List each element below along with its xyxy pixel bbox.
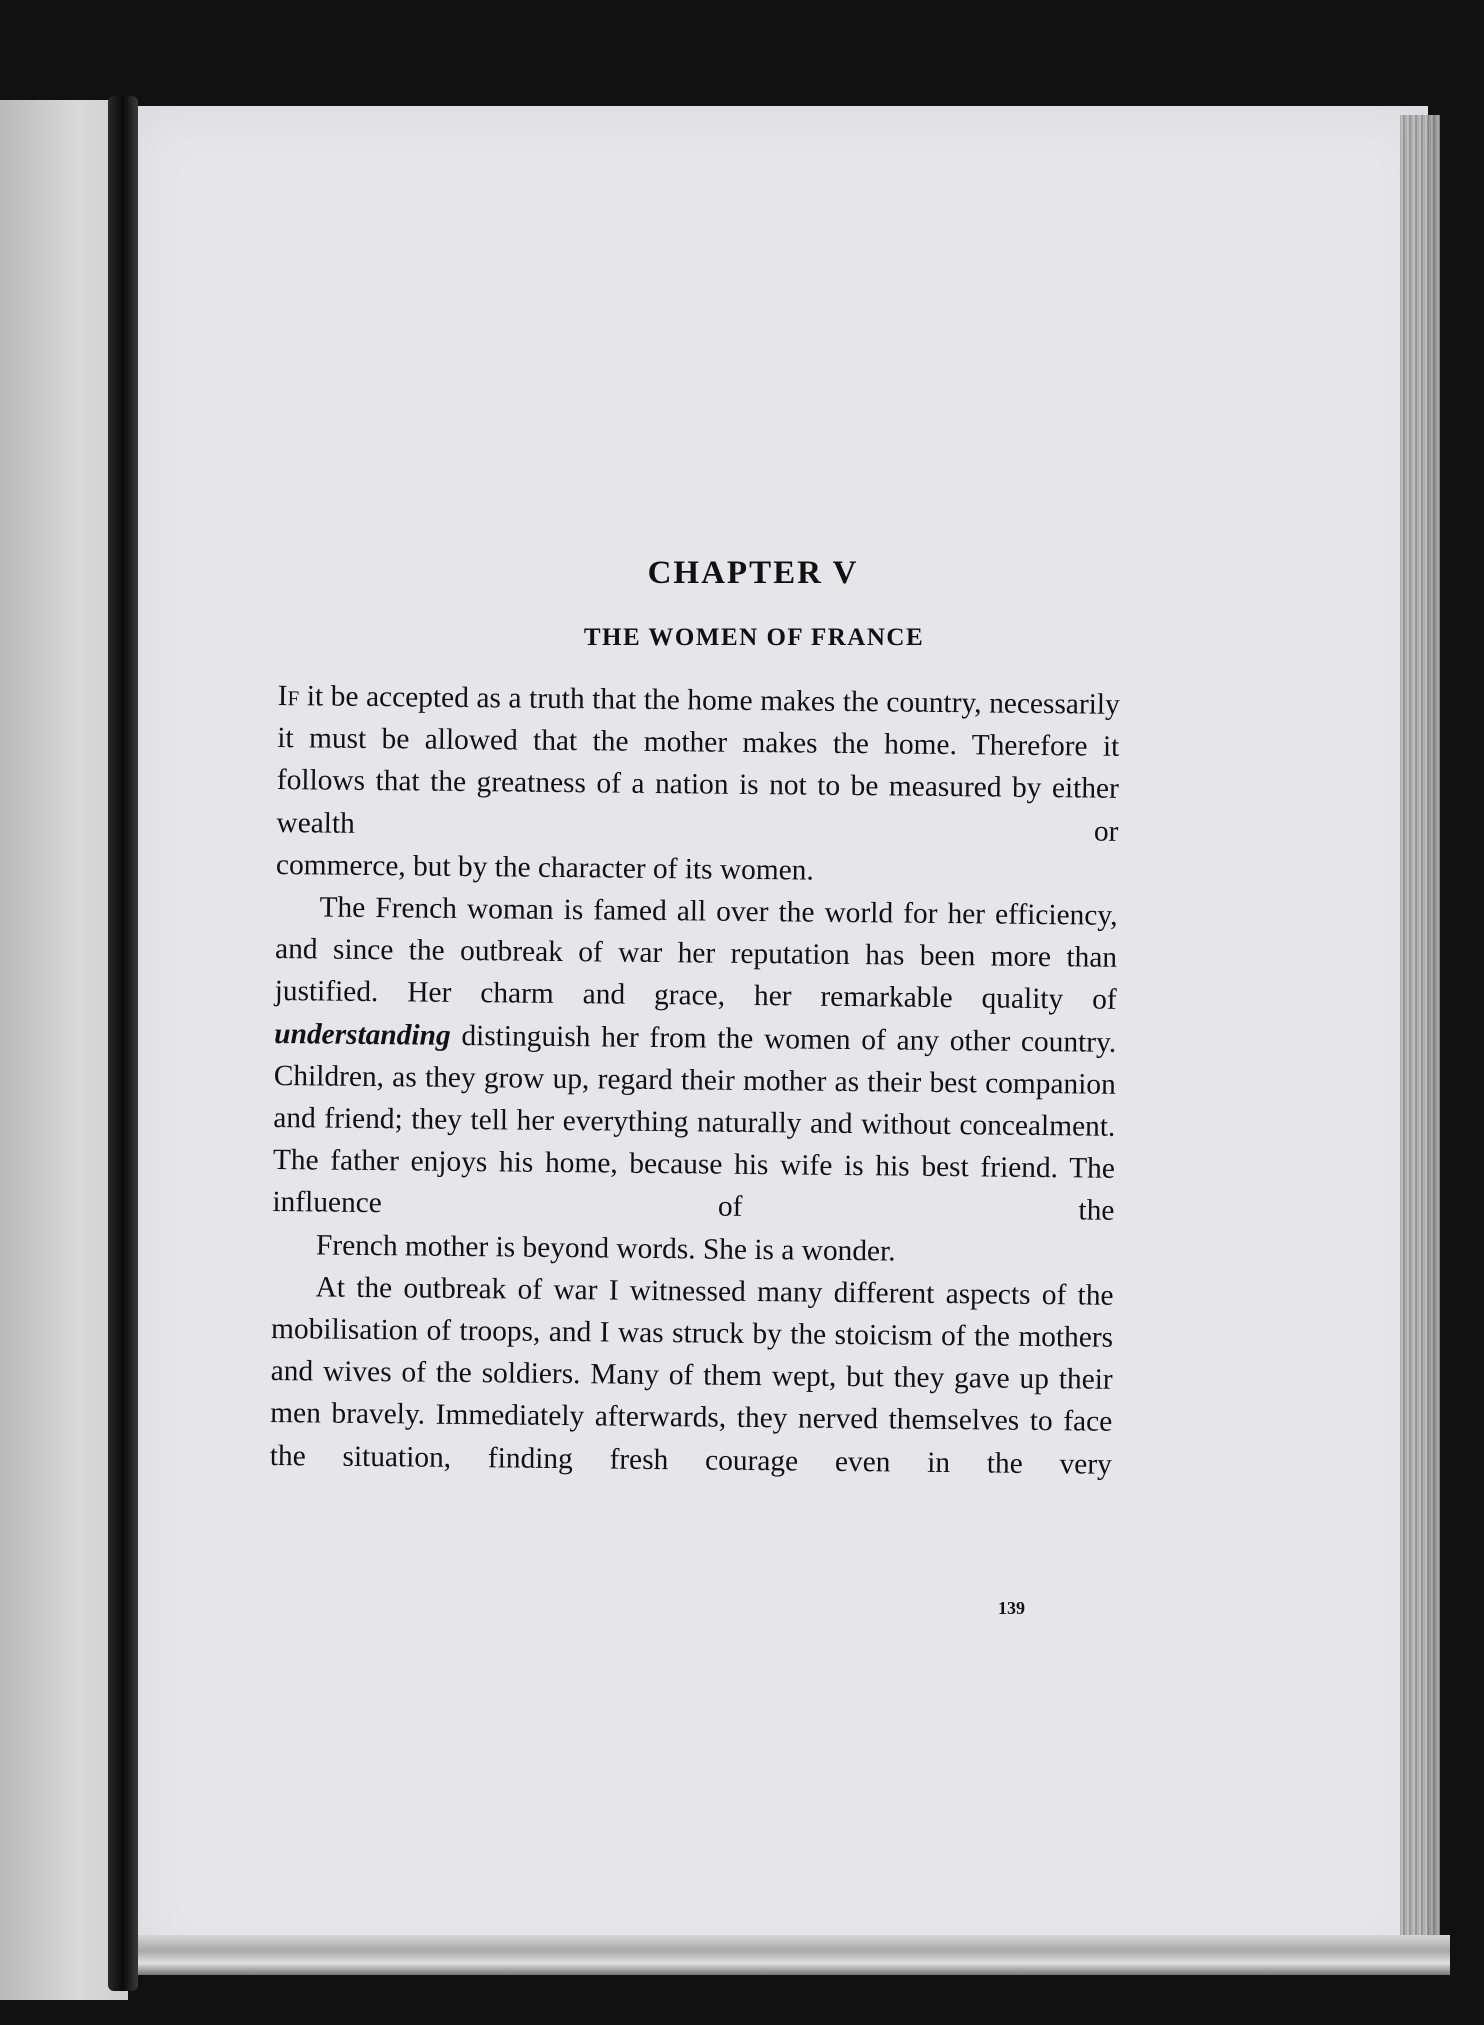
page-number: 139 — [998, 1598, 1025, 1618]
paragraph-2 — [272, 886, 1118, 1275]
page-bottom-edge — [120, 1935, 1450, 1975]
paragraph-2-text-a: The French woman is famed all over the world for her efficiency, and since the outbreak of war her reputation has been more than justified. Her charm and grace, her remarkable quality of — [274, 891, 1118, 1017]
chapter-title: THE WOMEN OF FRANCE — [583, 624, 925, 651]
paragraph-1-text: it be accepted as a truth that the home makes the country, necessarily it must be allowed that the mother makes the home. Therefore it follows that the greatness of a nation is not to be measured by either wealth or — [276, 680, 1120, 848]
paragraph-1-last-line: commerce, but by the character of its women. — [275, 848, 814, 887]
paragraph-2-last-line: French mother is beyond words. She is a wonder. — [315, 1229, 896, 1268]
body-text — [270, 675, 1120, 1486]
book-gutter — [108, 96, 138, 1991]
opening-word: If — [277, 679, 300, 713]
paragraph-1 — [276, 675, 1120, 895]
emphasized-word: understanding — [274, 1017, 451, 1052]
paragraph-3-text: At the outbreak of war I witnessed many different aspects of the mobilisation of troops, and I was struck by the stoicism of the mothers and wives of the soldiers. Many of them wept, but they gave up their men bravely. Immediately afterwards, they nerved themselves to face the situation, finding fresh courage even in the very — [269, 1271, 1114, 1481]
paragraph-2-text-b: distinguish her from the women of any other country. Children, as they grow up, regard their mother as their best companion and friend; they tell her everything naturally and without concealment. The father enjoys his home, because his wife is his best friend. The influence of the — [272, 1019, 1117, 1228]
page-stack-edge — [1400, 115, 1440, 1975]
chapter-heading: CHAPTER V — [647, 555, 859, 591]
paragraph-3 — [270, 1266, 1114, 1486]
